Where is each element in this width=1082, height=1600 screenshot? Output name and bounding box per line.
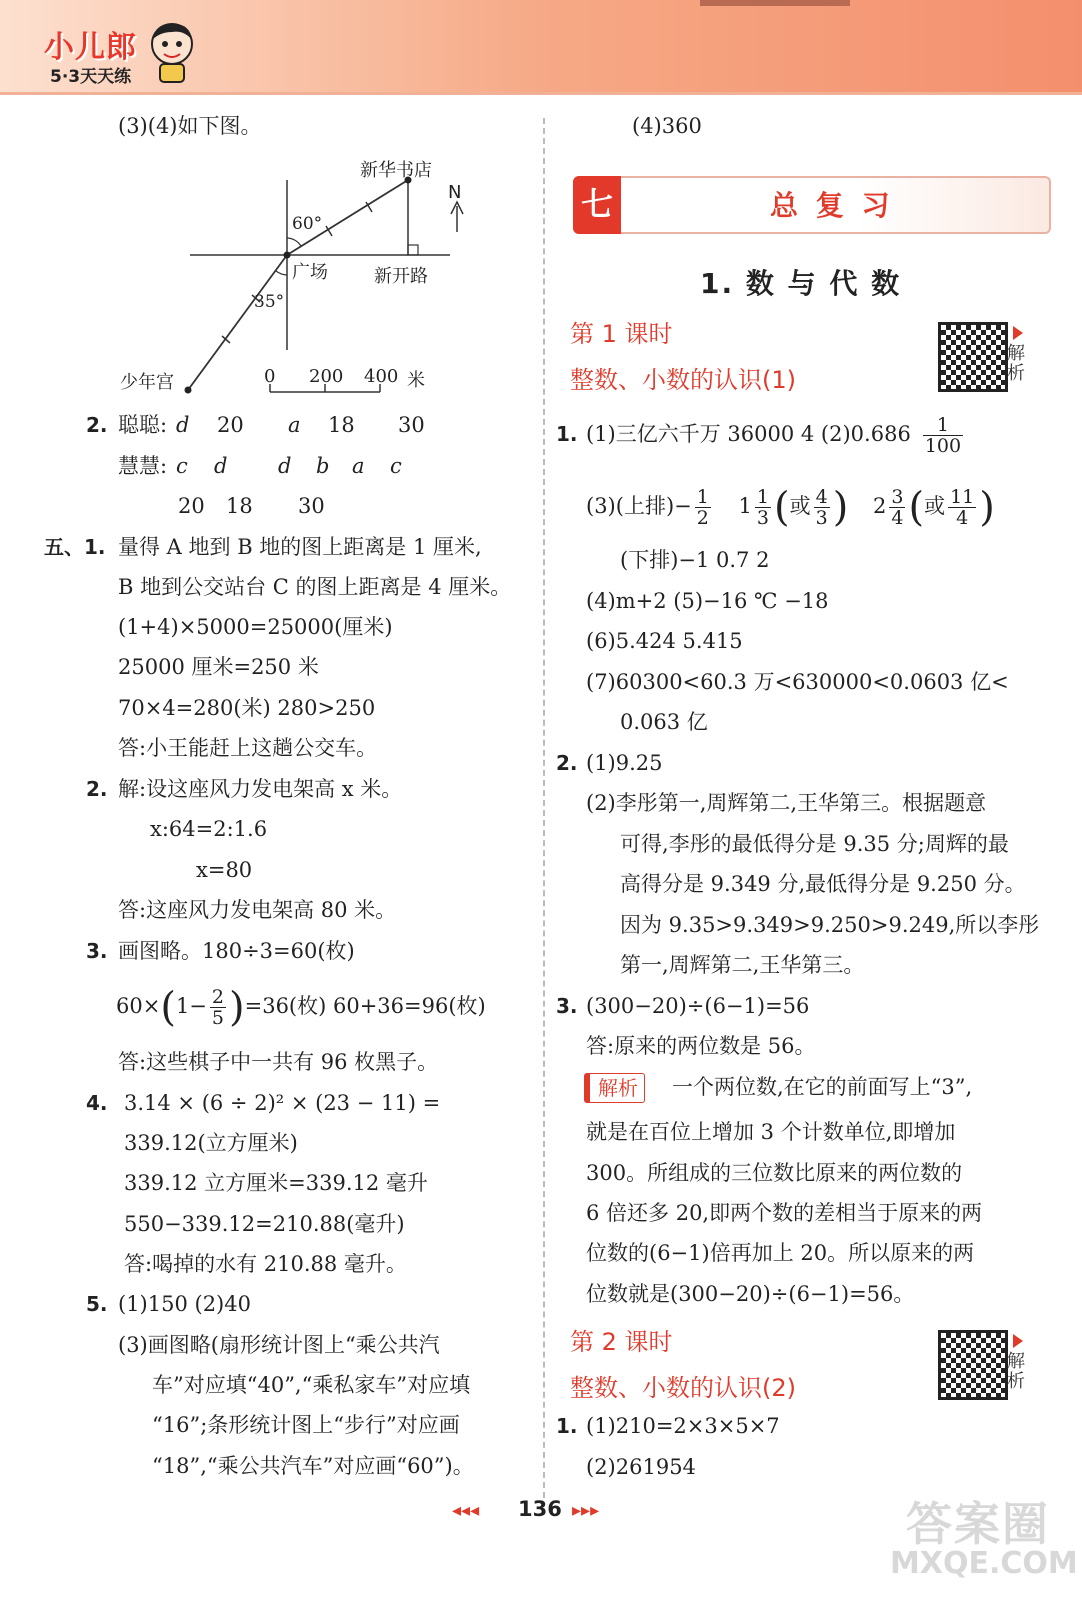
jx-line-1: 一个两位数,在它的前面写上“3”, bbox=[672, 1075, 973, 1099]
q5-number: 5. bbox=[86, 1292, 108, 1316]
map-angle-60: 60° bbox=[292, 214, 323, 234]
scale-unit: 米 bbox=[407, 370, 425, 391]
qr-code-icon[interactable] bbox=[938, 322, 1008, 392]
q2-hh-v6: c bbox=[390, 454, 402, 478]
p5-line-c: 车”对应填“40”,“乘私家车”对应填 bbox=[152, 1373, 471, 1397]
q2-number: 2. bbox=[86, 413, 108, 437]
p5-line-a: (1)150 (2)40 bbox=[118, 1292, 251, 1316]
p2-line-a: 解:设这座风力发电架高 x 米。 bbox=[118, 777, 403, 801]
p1-line-c: (1+4)×5000=25000(厘米) bbox=[118, 615, 393, 639]
q2-congcong-label: 聪聪: bbox=[118, 413, 168, 437]
section5-number: 五、1. bbox=[44, 535, 106, 559]
q4-number: 4. bbox=[86, 1091, 108, 1115]
q2-cc-v3: a bbox=[288, 413, 301, 437]
page-number: 136 bbox=[518, 1497, 562, 1521]
a2-number: 2. bbox=[556, 751, 578, 775]
q3-number: 3. bbox=[86, 939, 108, 963]
p1-line-a: 量得 A 地到 B 地的图上距离是 1 厘米, bbox=[118, 535, 482, 559]
q2-hh-v3: d bbox=[278, 454, 292, 478]
p4-line-e: 答:喝掉的水有 210.88 毫升。 bbox=[124, 1252, 407, 1276]
p2-line-d: 答:这座风力发电架高 80 米。 bbox=[118, 898, 397, 922]
p3-line-a: 画图略。180÷3=60(枚) bbox=[118, 939, 355, 963]
p2-line-c: x=80 bbox=[196, 858, 253, 882]
a3-line-b: 答:原来的两位数是 56。 bbox=[586, 1034, 816, 1058]
map-angle-35: 35° bbox=[254, 292, 285, 312]
brand-subtitle: 5·3天天练 bbox=[50, 67, 132, 87]
q2b-number: 2. bbox=[86, 777, 108, 801]
q2-hh-v1: c bbox=[176, 454, 188, 478]
p5-line-d: “16”;条形统计图上“步行”对应画 bbox=[152, 1413, 460, 1437]
q2-cc-v5: 30 bbox=[398, 413, 425, 437]
qr-label-2: 解析 bbox=[1007, 1351, 1025, 1392]
p1-line-b: B 地到公交站台 C 的图上距离是 4 厘米。 bbox=[118, 575, 512, 599]
p4-line-c: 339.12 立方厘米=339.12 毫升 bbox=[124, 1171, 428, 1195]
play-icon-2 bbox=[1013, 1334, 1023, 1348]
section-number: 七 bbox=[573, 176, 621, 234]
next-arrows-icon: ▸▸▸ bbox=[572, 1500, 600, 1521]
lesson1-label: 第 1 课时 bbox=[570, 320, 673, 348]
a3-line-a: (300−20)÷(6−1)=56 bbox=[586, 994, 810, 1018]
jx-line-5: 位数的(6−1)倍再加上 20。所以原来的两 bbox=[586, 1241, 975, 1265]
jx-line-6: 位数就是(300−20)÷(6−1)=56。 bbox=[586, 1282, 915, 1306]
a1-number: 1. bbox=[556, 422, 578, 446]
lesson1-title: 整数、小数的认识(1) bbox=[570, 366, 796, 394]
q2-hh-v4: b bbox=[316, 454, 330, 478]
a2-line-c: 可得,李彤的最低得分是 9.35 分;周辉的最 bbox=[620, 832, 1009, 856]
p4-line-d: 550−339.12=210.88(毫升) bbox=[124, 1212, 405, 1236]
north-icon: N bbox=[448, 182, 462, 203]
q2-hh-v2: d bbox=[214, 454, 228, 478]
a1-line-g: 0.063 亿 bbox=[620, 710, 708, 734]
brand-logo: 小儿郎 bbox=[44, 30, 137, 65]
q2-hh-v5: a bbox=[352, 454, 365, 478]
q2-cc-v2: 20 bbox=[217, 413, 244, 437]
p1-line-e: 70×4=280(米) 280>250 bbox=[118, 696, 376, 720]
p4-line-b: 339.12(立方厘米) bbox=[124, 1131, 298, 1155]
p3-line-b: 60×(1− $\frac{2}{5}$ )=36(枚) 60+36=96(枚) bbox=[116, 984, 486, 1031]
mascot-icon bbox=[146, 18, 198, 84]
scale-200: 200 bbox=[309, 366, 344, 387]
a3-number: 3. bbox=[556, 994, 578, 1018]
map-label-road: 新开路 bbox=[374, 266, 428, 287]
scale-400: 400 bbox=[364, 366, 399, 387]
a2-line-a: (1)9.25 bbox=[586, 751, 663, 775]
q2-hh-n1: 20 bbox=[178, 494, 205, 518]
p3-line-c: 答:这些棋子中一共有 96 枚黑子。 bbox=[118, 1050, 439, 1074]
p1-line-f: 答:小王能赶上这趟公交车。 bbox=[118, 736, 378, 760]
jx-line-4: 6 倍还多 20,即两个数的差相当于原来的两 bbox=[586, 1201, 983, 1225]
q2-huihui-label: 慧慧: bbox=[118, 454, 168, 478]
header-underline bbox=[0, 92, 1082, 95]
lesson2-label: 第 2 课时 bbox=[570, 1328, 673, 1356]
b1-line-a: (1)210=2×3×5×7 bbox=[586, 1414, 780, 1438]
p4-line-a: 3.14 × (6 ÷ 2)² × (23 − 11) = bbox=[124, 1091, 441, 1115]
analysis-badge: 解析 bbox=[584, 1073, 645, 1103]
qr-label-1: 解析 bbox=[1007, 343, 1025, 384]
map-label-plaza: 广场 bbox=[292, 262, 328, 283]
q2-hh-n3: 30 bbox=[298, 494, 325, 518]
column-divider bbox=[543, 118, 545, 1498]
map-label-bookstore: 新华书店 bbox=[360, 160, 432, 181]
a1-line-b: (3)(上排)− $\frac{1}{2}$ 1 $\frac{1}{3}$ (或 $\frac{4}{3}$ ) 2 $\frac{3}{4}$ (或 $\frac{11}{4}$ ) bbox=[586, 484, 995, 531]
a1-line-a: (1)三亿六千万 36000 4 (2)0.686 $\frac{1}{100}$ bbox=[586, 414, 962, 457]
q2-cc-v4: 18 bbox=[328, 413, 355, 437]
a1-line-e: (6)5.424 5.415 bbox=[586, 629, 743, 653]
a2-line-b: (2)李彤第一,周辉第二,王华第三。根据题意 bbox=[586, 791, 987, 815]
a1-line-c: (下排)−1 0.7 2 bbox=[620, 548, 770, 572]
a1-line-d: (4)m+2 (5)−16 ℃ −18 bbox=[586, 589, 829, 613]
map-label-palace: 少年宫 bbox=[120, 372, 174, 393]
p5-line-b: (3)画图略(扇形统计图上“乘公共汽 bbox=[118, 1333, 440, 1357]
left-line-0: (3)(4)如下图。 bbox=[118, 114, 262, 138]
q2-hh-n2: 18 bbox=[226, 494, 253, 518]
subsection-title: 1. 数 与 代 数 bbox=[700, 267, 902, 300]
play-icon bbox=[1013, 326, 1023, 340]
jx-line-3: 300。所组成的三位数比原来的两位数的 bbox=[586, 1161, 963, 1185]
a2-line-e: 因为 9.35>9.349>9.250>9.249,所以李彤 bbox=[620, 913, 1040, 937]
b1-number: 1. bbox=[556, 1414, 578, 1438]
a2-line-f: 第一,周辉第二,王华第三。 bbox=[620, 953, 865, 977]
right-line-0: (4)360 bbox=[632, 114, 702, 138]
watermark-logo: 答案圈 bbox=[906, 1497, 1050, 1551]
scale-0: 0 bbox=[264, 366, 276, 387]
p1-line-d: 25000 厘米=250 米 bbox=[118, 655, 319, 679]
jx-line-2: 就是在百位上增加 3 个计数单位,即增加 bbox=[586, 1120, 956, 1144]
p2-line-b: x:64=2:1.6 bbox=[150, 817, 268, 841]
p5-line-e: “18”,“乘公共汽车”对应画“60”)。 bbox=[152, 1454, 474, 1478]
qr-code-icon-2[interactable] bbox=[938, 1330, 1008, 1400]
prev-arrows-icon: ◂◂◂ bbox=[452, 1500, 480, 1521]
b1-line-b: (2)261954 bbox=[586, 1455, 696, 1479]
a2-line-d: 高得分是 9.349 分,最低得分是 9.250 分。 bbox=[620, 872, 1026, 896]
section-title: 总 复 习 bbox=[770, 189, 894, 222]
a1-line-f: (7)60300<60.3 万<630000<0.0603 亿< bbox=[586, 670, 1009, 694]
watermark-url: MXQE.COM bbox=[890, 1546, 1078, 1581]
q2-cc-v1: d bbox=[176, 413, 190, 437]
header-tab-mark bbox=[700, 0, 850, 6]
lesson2-title: 整数、小数的认识(2) bbox=[570, 1374, 796, 1402]
